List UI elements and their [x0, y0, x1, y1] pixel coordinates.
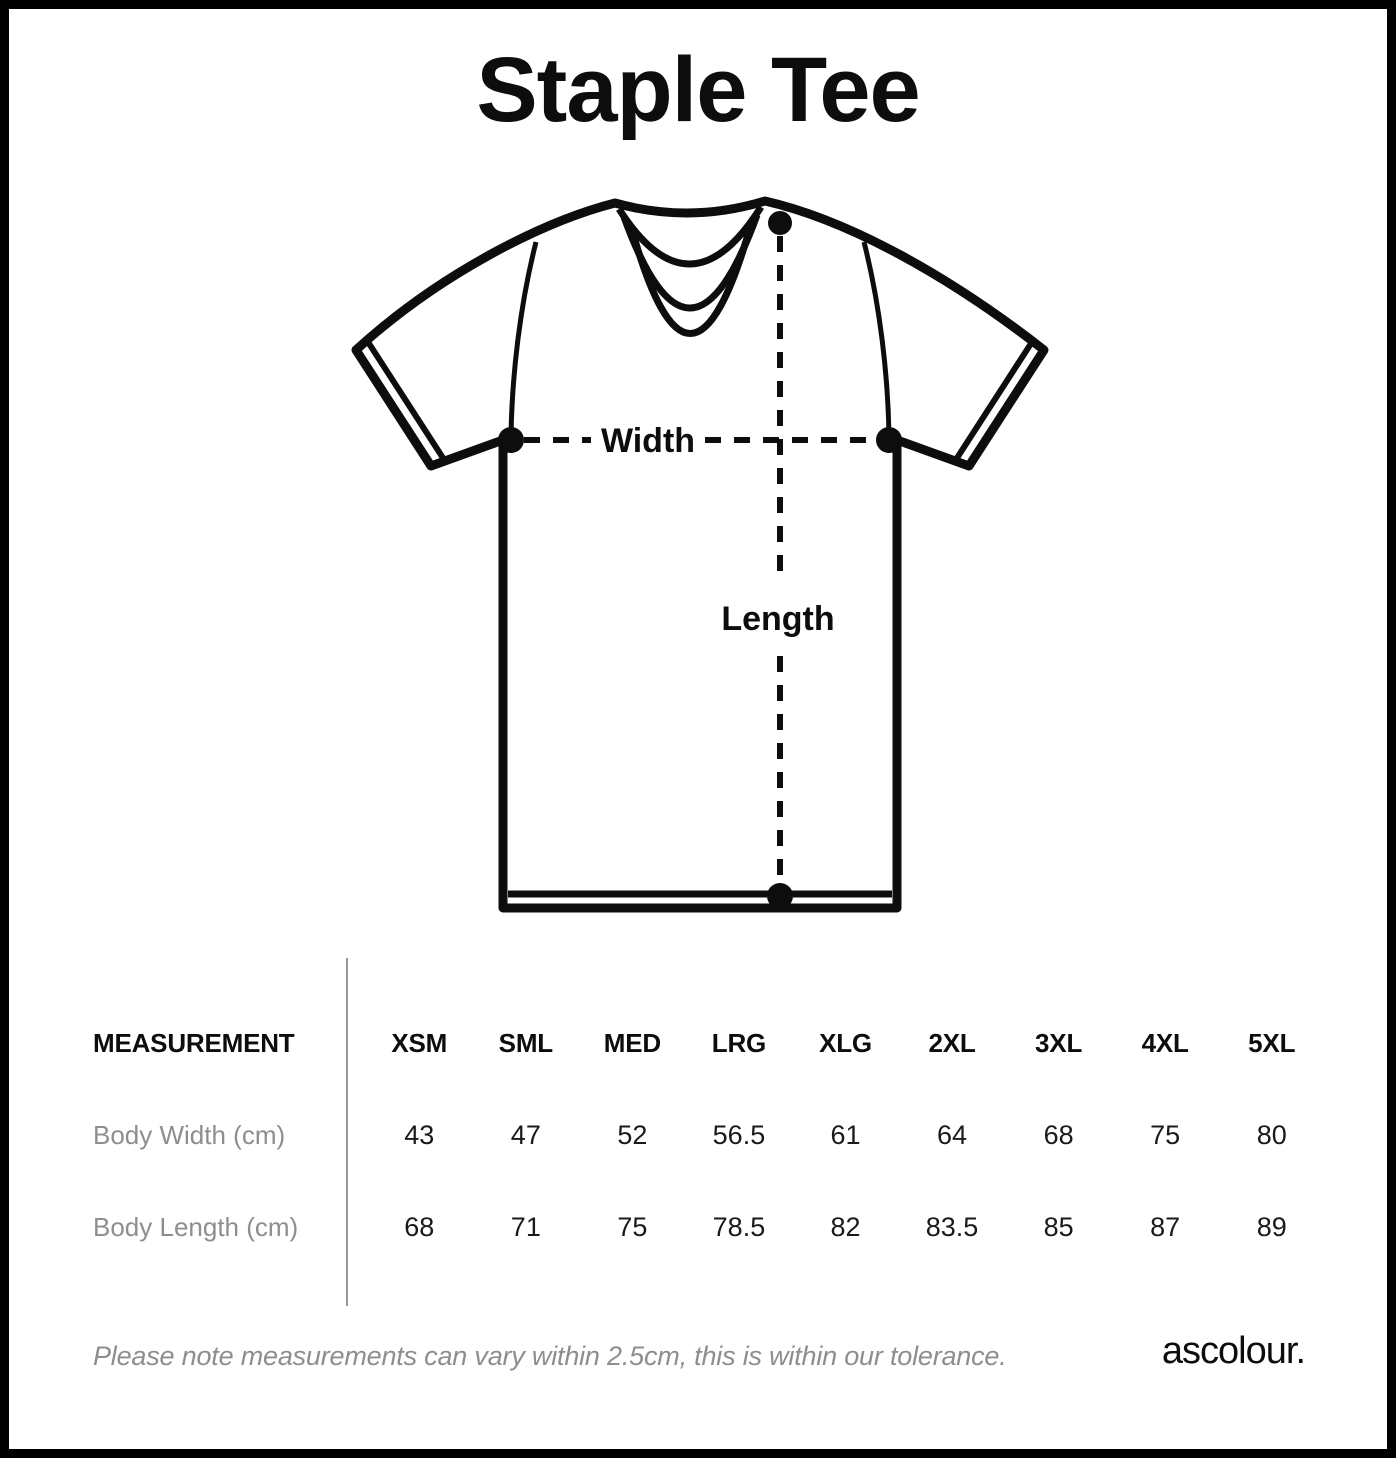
underarm-dot-right: [876, 427, 902, 453]
body-length-sml: 71: [510, 1211, 541, 1242]
body-length-xsm: 68: [404, 1211, 435, 1242]
column-header-med: MED: [603, 1027, 661, 1058]
page-title: Staple Tee: [476, 39, 920, 141]
body-length-2xl: 83.5: [925, 1211, 979, 1242]
row-label-body-width: Body Width (cm): [93, 1119, 286, 1150]
column-header-2xl: 2XL: [928, 1027, 976, 1058]
body-width-5xl: 80: [1256, 1119, 1287, 1150]
body-length-4xl: 87: [1150, 1211, 1181, 1242]
column-header-4xl: 4XL: [1141, 1027, 1189, 1058]
body-width-xsm: 43: [404, 1119, 435, 1150]
column-header-sml: SML: [498, 1027, 553, 1058]
underarm-dot-left: [498, 427, 524, 453]
column-header-xsm: XSM: [391, 1027, 448, 1058]
body-width-2xl: 64: [937, 1119, 968, 1150]
column-header-xlg: XLG: [819, 1027, 872, 1058]
length-label: Length: [721, 600, 835, 638]
tolerance-note: Please note measurements can vary within 2.5cm, this is within our tolerance.: [93, 1341, 1007, 1371]
column-header-3xl: 3XL: [1035, 1027, 1083, 1058]
body-length-5xl: 89: [1256, 1211, 1287, 1242]
width-label: Width: [600, 422, 696, 460]
column-header-5xl: 5XL: [1248, 1027, 1296, 1058]
body-length-xlg: 82: [830, 1211, 861, 1242]
body-length-med: 75: [617, 1211, 648, 1242]
column-header-measurement: MEASUREMENT: [93, 1027, 295, 1058]
measurement-table: [93, 997, 1325, 1273]
brand-logo: ascolour.: [1161, 1330, 1305, 1372]
body-width-lrg: 56.5: [712, 1119, 766, 1150]
hem-dot-bottom: [767, 883, 793, 909]
shoulder-dot-top: [768, 211, 792, 235]
body-width-4xl: 75: [1150, 1119, 1181, 1150]
column-header-lrg: LRG: [711, 1027, 767, 1058]
body-width-3xl: 68: [1043, 1119, 1074, 1150]
body-width-med: 52: [617, 1119, 648, 1150]
tshirt-diagram: [348, 190, 1052, 920]
body-width-sml: 47: [510, 1119, 541, 1150]
body-length-lrg: 78.5: [712, 1211, 766, 1242]
row-label-body-length: Body Length (cm): [93, 1211, 299, 1242]
body-length-3xl: 85: [1043, 1211, 1074, 1242]
body-width-xlg: 61: [830, 1119, 861, 1150]
